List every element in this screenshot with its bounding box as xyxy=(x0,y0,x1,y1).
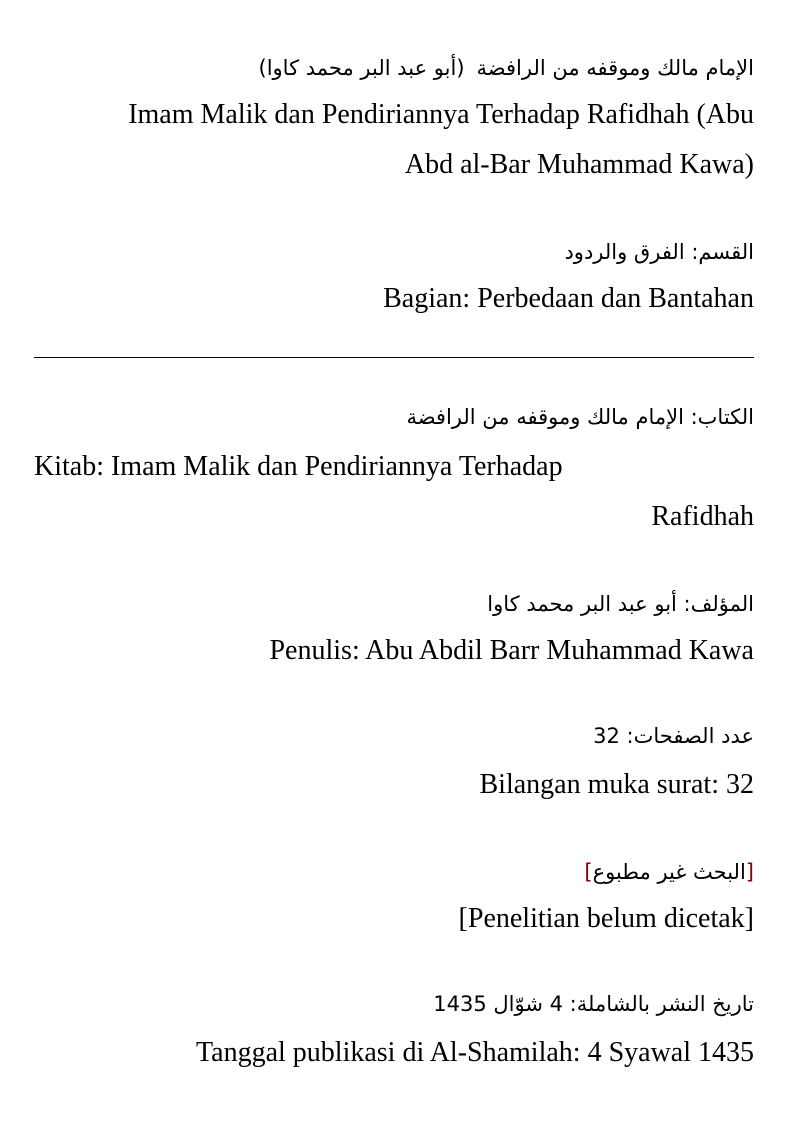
author-latin-block xyxy=(34,626,754,676)
section-latin-block xyxy=(34,274,754,324)
pages-arabic: عدد الصفحات: 32 xyxy=(593,724,754,748)
note-bracket-open: [ xyxy=(745,860,754,884)
book-latin-block xyxy=(34,442,754,542)
title-latin-line1: Imam Malik dan Pendiriannya Terhadap Rafidhah (Abu xyxy=(128,99,754,130)
book-arabic-block xyxy=(34,401,754,433)
title-arabic: الإمام مالك وموقفه من الرافضة xyxy=(476,56,754,80)
author-arabic-block xyxy=(34,588,754,620)
note-arabic-line xyxy=(34,856,754,888)
horizontal-divider xyxy=(34,357,754,358)
section-arabic: القسم: الفرق والردود xyxy=(564,240,754,264)
book-latin-line1: Kitab: Imam Malik dan Pendiriannya Terhadap xyxy=(34,451,563,482)
header-block xyxy=(34,52,754,84)
book-arabic: الكتاب: الإمام مالك وموقفه من الرافضة xyxy=(406,405,754,429)
date-latin-block xyxy=(34,1028,754,1078)
author-arabic: المؤلف: أبو عبد البر محمد كاوا xyxy=(487,592,754,616)
note-arabic: البحث غير مطبوع xyxy=(592,860,746,884)
date-latin: Tanggal publikasi di Al-Shamilah: 4 Syawal 1435 xyxy=(196,1037,754,1068)
title-arabic-line xyxy=(34,52,754,84)
title-latin-block xyxy=(34,90,754,190)
book-latin-line2: Rafidhah xyxy=(651,501,754,532)
document-page xyxy=(34,0,754,1122)
author-latin: Penulis: Abu Abdil Barr Muhammad Kawa xyxy=(269,635,754,666)
pages-latin-block xyxy=(34,760,754,810)
title-latin-line2: Abd al-Bar Muhammad Kawa) xyxy=(404,149,754,180)
pages-arabic-block xyxy=(34,720,754,752)
date-arabic-block xyxy=(34,988,754,1020)
pages-latin: Bilangan muka surat: 32 xyxy=(479,769,754,800)
note-arabic-block xyxy=(34,856,754,888)
author-arabic-paren: (أبو عبد البر محمد كاوا) xyxy=(258,56,465,80)
date-arabic: تاريخ النشر بالشاملة: 4 شوّال 1435 xyxy=(433,992,754,1016)
section-latin: Bagian: Perbedaan dan Bantahan xyxy=(383,283,754,314)
section-arabic-block xyxy=(34,236,754,268)
note-latin-block xyxy=(34,894,754,944)
note-latin: [Penelitian belum dicetak] xyxy=(458,903,754,934)
note-bracket-close: ] xyxy=(584,860,593,884)
